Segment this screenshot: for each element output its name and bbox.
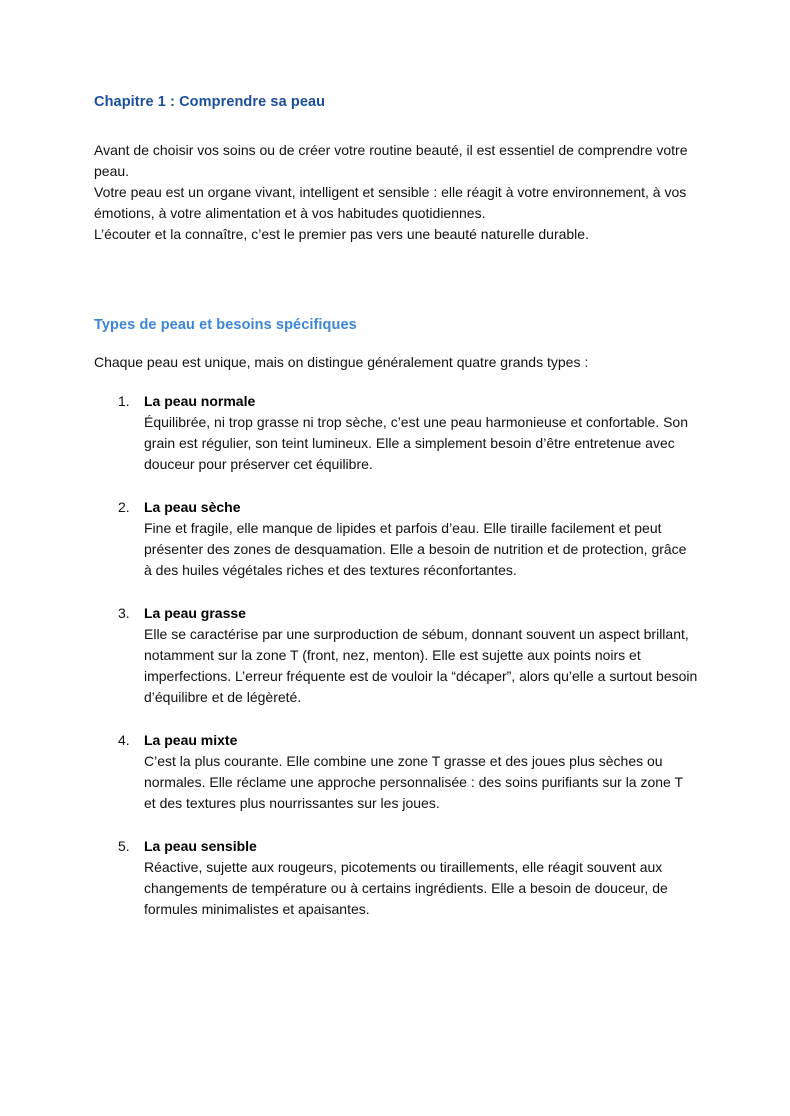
spacer: [94, 336, 698, 352]
skin-types-list: [94, 391, 698, 920]
document-content: [94, 92, 698, 920]
list-item-description: Équilibrée, ni trop grasse ni trop sèche, c’est une peau harmonieuse et confortable. Son grain est régulier, son teint lumineux. Elle a simplement besoin d’être entretenue avec douceur pour préserver cet équilibre.: [144, 414, 688, 472]
section-heading: Types de peau et besoins spécifiques: [94, 317, 357, 333]
list-item: [94, 730, 698, 814]
list-item-description: C’est la plus courante. Elle combine une zone T grasse et des joues plus sèches ou normales. Elle réclame une approche personnalisée : des soins purifiants sur la zone T et des textures plus nourrissantes sur les joues.: [144, 753, 683, 811]
list-item-title: La peau sèche: [144, 499, 241, 515]
list-item-description: Elle se caractérise par une surproduction de sébum, donnant souvent un aspect brillant, notamment sur la zone T (front, nez, menton). Elle est sujette aux points noirs et imperfections. L’erreur fréquente est de vouloir la “décaper”, alors qu’elle a surtout besoin d’équilibre et de légèreté.: [144, 626, 698, 705]
list-item-description: Fine et fragile, elle manque de lipides et parfois d’eau. Elle tiraille facilement et peut présenter des zones de desquamation. Elle a besoin de nutrition et de protection, grâce à des huiles végétales riches et des textures réconfortantes.: [144, 520, 687, 578]
list-item: [94, 497, 698, 581]
chapter-heading: Chapitre 1 : Comprendre sa peau: [94, 94, 326, 110]
list-item-title: La peau grasse: [144, 605, 246, 621]
list-item: [94, 391, 698, 475]
section-intro-paragraph: Chaque peau est unique, mais on distingue généralement quatre grands types :: [94, 354, 589, 370]
list-item-description: Réactive, sujette aux rougeurs, picotements ou tiraillements, elle réagit souvent aux changements de température ou à certains ingrédients. Elle a besoin de douceur, de formules minimalistes et apaisantes.: [144, 859, 668, 917]
spacer: [94, 373, 698, 391]
list-item: [94, 603, 698, 708]
spacer: [94, 113, 698, 140]
spacer: [94, 245, 698, 315]
list-item-title: La peau mixte: [144, 732, 238, 748]
list-item-title: La peau normale: [144, 393, 256, 409]
intro-paragraph: Avant de choisir vos soins ou de créer votre routine beauté, il est essentiel de comprendre votre peau. Votre peau est un organe vivant, intelligent et sensible : elle réagit à votre environnement, à vos émotions, à votre alimentation et à vos habitudes quotidiennes. L’écouter et la connaître, c’est le premier pas vers une beauté naturelle durable.: [94, 142, 688, 242]
list-item-title: La peau sensible: [144, 838, 257, 854]
list-item: [94, 836, 698, 920]
